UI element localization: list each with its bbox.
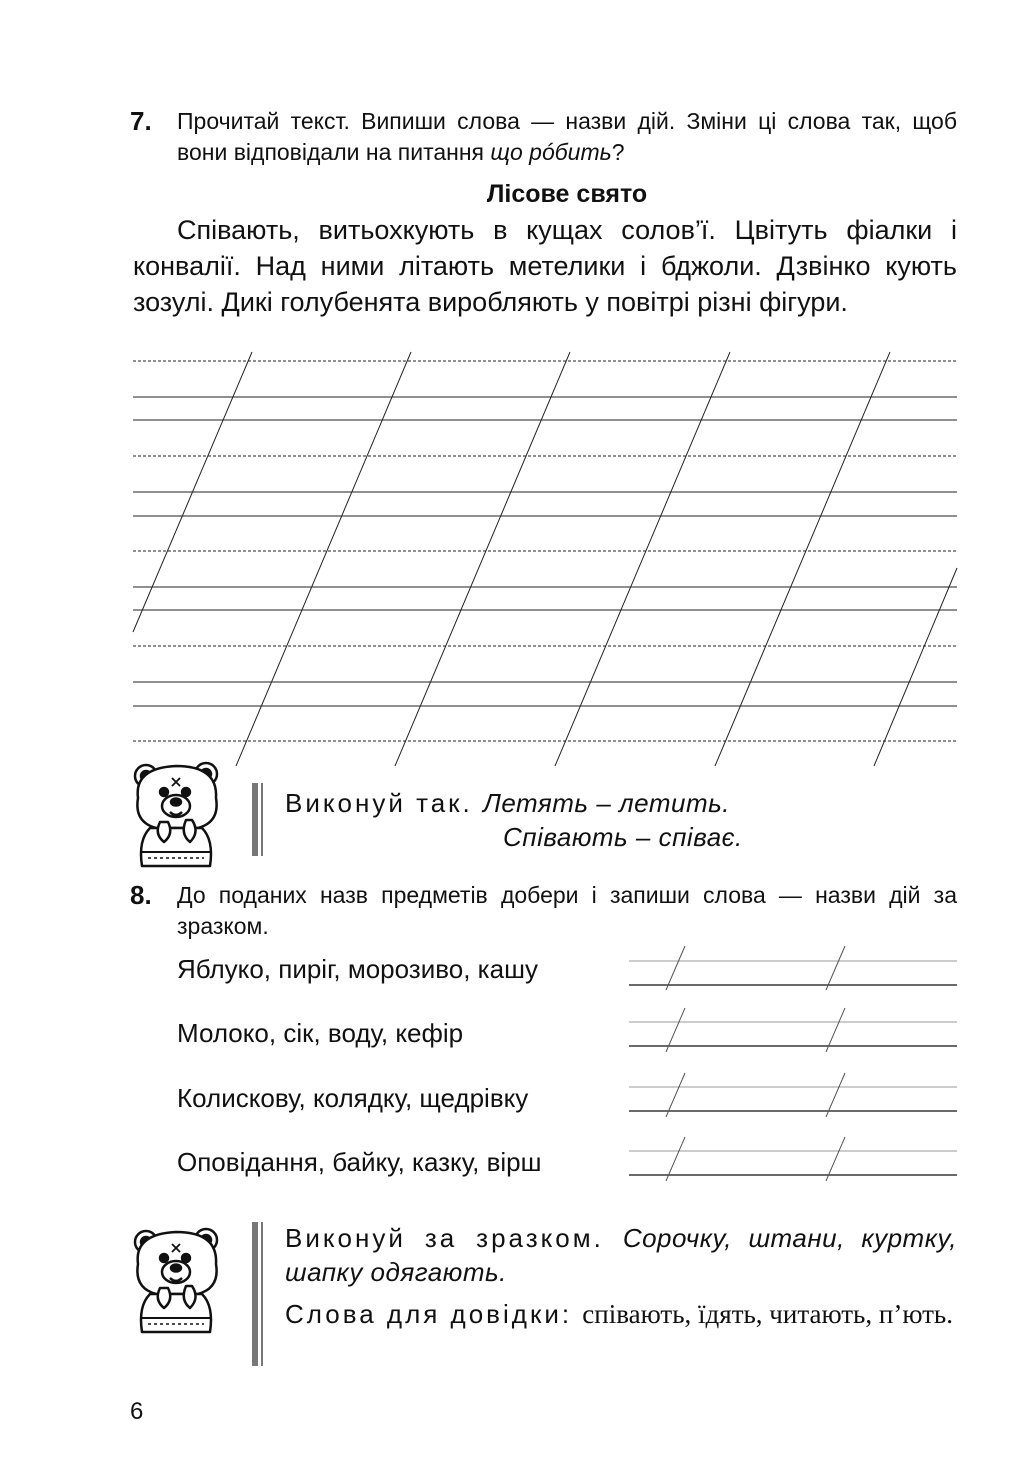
page-number: 6 (130, 1398, 144, 1425)
hint1-prefix: Виконуй так. (285, 788, 473, 818)
story-title: Лісове свято (486, 180, 648, 208)
task7-instruction-end: ? (611, 139, 625, 165)
task8-instruction: До поданих назв предметів добери і запиши слова — назви дій за зразком. (177, 882, 957, 939)
hint2-bar-thin (261, 1222, 263, 1366)
story-text: Співають, витьохкують в кущах солов’ї. Цвітуть фіалки і конвалії. Над ними літають метелики і бджоли. Дзвінко кують зозулі. Дикі голубенята виробляють у повітрі різні фігури. (133, 215, 957, 317)
hint2-prefix: Виконуй за зразком. (285, 1223, 604, 1253)
hint1-line1: Летять – летить. (483, 788, 731, 818)
hint2-bar (252, 1222, 258, 1366)
hint2-text (285, 1221, 957, 1331)
bear-illustration-2 (128, 1228, 224, 1334)
task8-number: 8. (130, 880, 152, 910)
hint2-example: Сорочку, штани, куртку, шапку одягають. (285, 1223, 957, 1287)
task8-row-2: Молоко, сік, воду, кефір (177, 1018, 464, 1048)
hint2-ref-label: Слова для довідки: (285, 1299, 573, 1329)
task8-row-1: Яблуко, пиріг, морозиво, кашу (177, 954, 538, 984)
task7-instruction-question: що рóбить (490, 139, 612, 165)
task7-instruction-main: Прочитай текст. Випиши слова — назви дій. Зміни ці слова так, щоб вони відповідали на питання (177, 108, 957, 165)
task7-number: 7. (130, 106, 152, 136)
hint2-ref-words: співають, їдять, читають, п’ють. (582, 1299, 953, 1329)
hint1-line2: Співають – співає. (503, 822, 743, 852)
task8-row-4: Оповідання, байку, казку, вірш (177, 1147, 542, 1177)
task8-row-3: Колискову, колядку, щедрівку (177, 1083, 529, 1113)
